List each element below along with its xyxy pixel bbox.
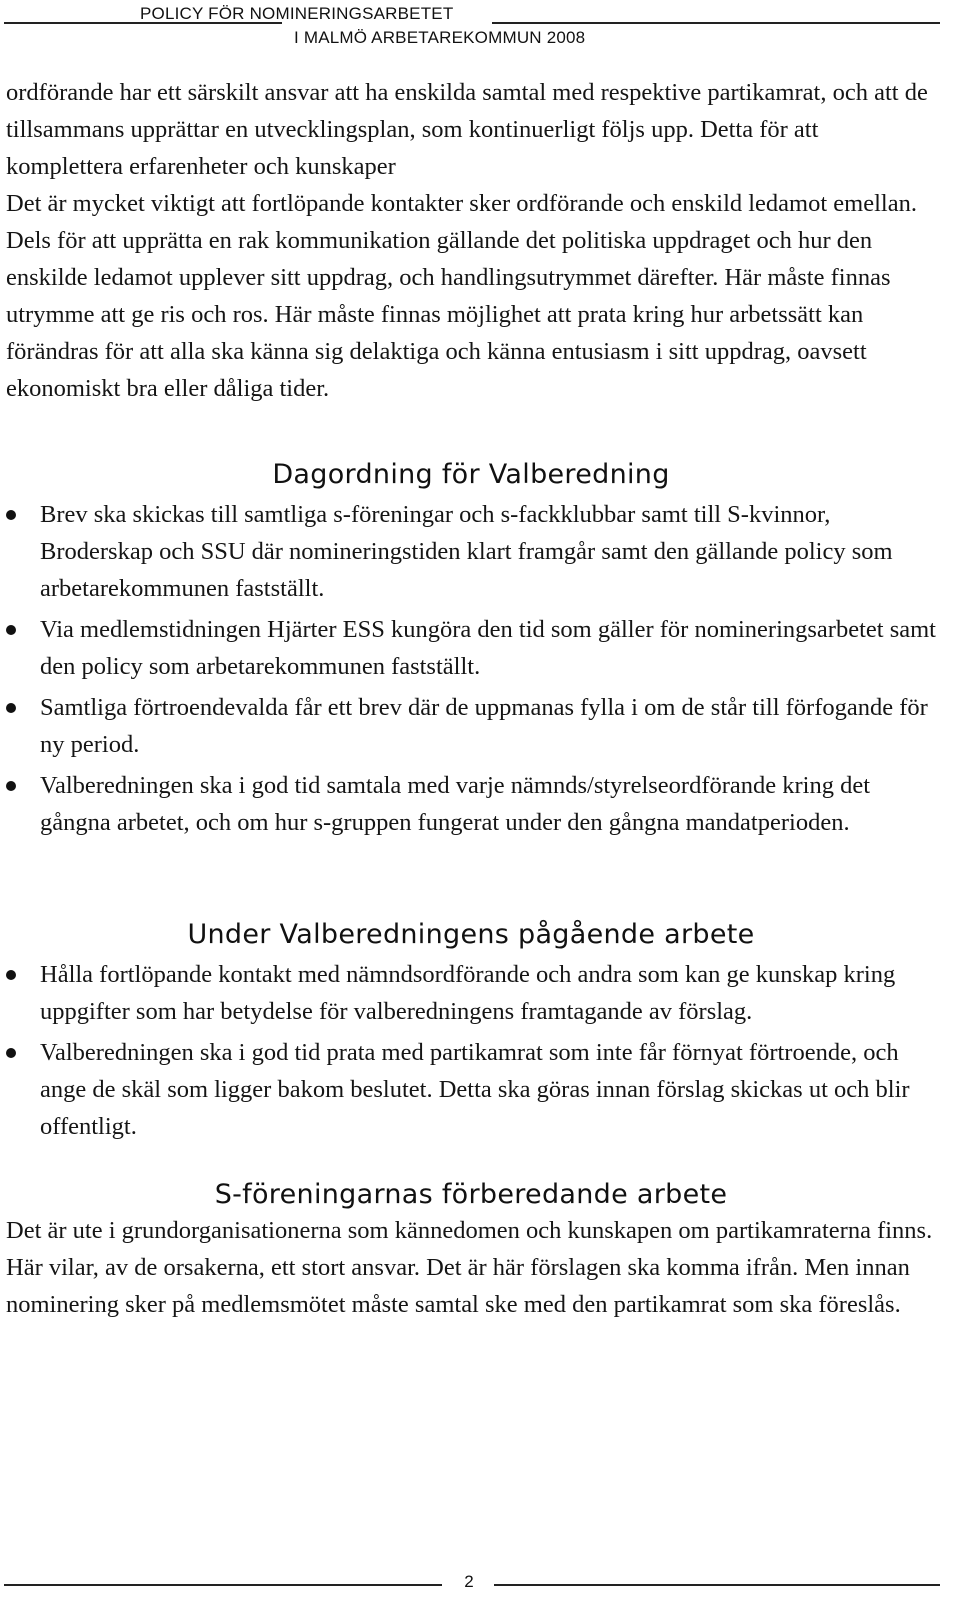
bullet-icon (6, 703, 16, 713)
bullet-icon (6, 510, 16, 520)
local-preparation-paragraph: Det är ute i grundorganisationerna som kännedomen och kunskapen om partikamraterna finns. Här vilar, av de orsakerna, ett stort ansvar. Det är här förslagen ska komma ifrån. Men innan nominering sker på medlemsmötet måste samtal ske med den partikamrat som ska föreslås. (6, 1217, 933, 1318)
list-item-text: Via medlemstidningen Hjärter ESS kungöra den tid som gäller för nomineringsarbetet samt den policy som arbetarekommunen fastställt. (40, 616, 936, 680)
list-item (6, 1034, 936, 1145)
header-rule-right (492, 22, 940, 24)
list-item (6, 956, 936, 1030)
list-item-text: Valberedningen ska i god tid prata med partikamrat som inte får förnyat förtroende, och ange de skäl som ligger bakom beslutet. Detta ska göras innan förslag skickas ut och blir offentligt. (40, 1039, 910, 1140)
list-item (6, 496, 936, 607)
list-item-text: Samtliga förtroendevalda får ett brev där de uppmanas fylla i om de står till förfogande för ny period. (40, 694, 928, 758)
ongoing-work-bullet-list (6, 956, 936, 1145)
list-item (6, 689, 936, 763)
list-item (6, 611, 936, 685)
section-heading-local-preparation: S-föreningarnas förberedande arbete (214, 1179, 728, 1210)
list-item-text: Valberedningen ska i god tid samtala med varje nämnds/styrelseordförande kring det gångna arbetet, och om hur s-gruppen fungerat under den gångna mandatperioden. (40, 772, 871, 836)
bullet-icon (6, 970, 16, 980)
section-heading-agenda: Dagordning för Valberedning (272, 459, 670, 490)
bullet-icon (6, 781, 16, 791)
contact-paragraph: Det är mycket viktigt att fortlöpande kontakter sker ordförande och enskild ledamot emellan. Dels för att upprätta en rak kommunikation gällande det politiska uppdraget och hur den enskilde ledamot upplever sitt uppdrag, och handlingsutrymmet därefter. Här måste finnas utrymme att ge ris och ros. Här måste finnas möjlighet att prata kring hur arbetssätt kan förändras för att alla ska känna sig delaktiga och känna entusiasm i sitt uppdrag, oavsett ekonomiskt bra eller dåliga tider. (6, 190, 917, 402)
intro-paragraph: ordförande har ett särskilt ansvar att ha enskilda samtal med respektive partikamrat, och att de tillsammans upprättar en utvecklingsplan, som kontinuerligt följs upp. Detta för att komplettera erfarenheter och kunskaper (6, 79, 928, 180)
list-item (6, 767, 936, 841)
header-title-line2: I MALMÖ ARBETAREKOMMUN 2008 (294, 28, 586, 47)
bullet-icon (6, 625, 16, 635)
bullet-icon (6, 1048, 16, 1058)
agenda-bullet-list (6, 496, 936, 841)
page-header (0, 4, 960, 50)
page-number: 2 (464, 1572, 474, 1591)
document-body (6, 74, 936, 1323)
header-title-line1: POLICY FÖR NOMINERINGSARBETET (140, 4, 454, 23)
list-item-text: Hålla fortlöpande kontakt med nämndsordförande och andra som kan ge kunskap kring uppgifter som har betydelse för valberedningens framtagande av förslag. (40, 961, 896, 1025)
footer-rule-left (4, 1584, 442, 1586)
footer-rule-right (494, 1584, 940, 1586)
list-item-text: Brev ska skickas till samtliga s-föreningar och s-fackklubbar samt till S-kvinnor, Broderskap och SSU där nomineringstiden klart framgår samt den gällande policy som arbetarekommunen fastställt. (40, 501, 893, 602)
section-heading-ongoing-work: Under Valberedningens pågående arbete (187, 919, 755, 950)
